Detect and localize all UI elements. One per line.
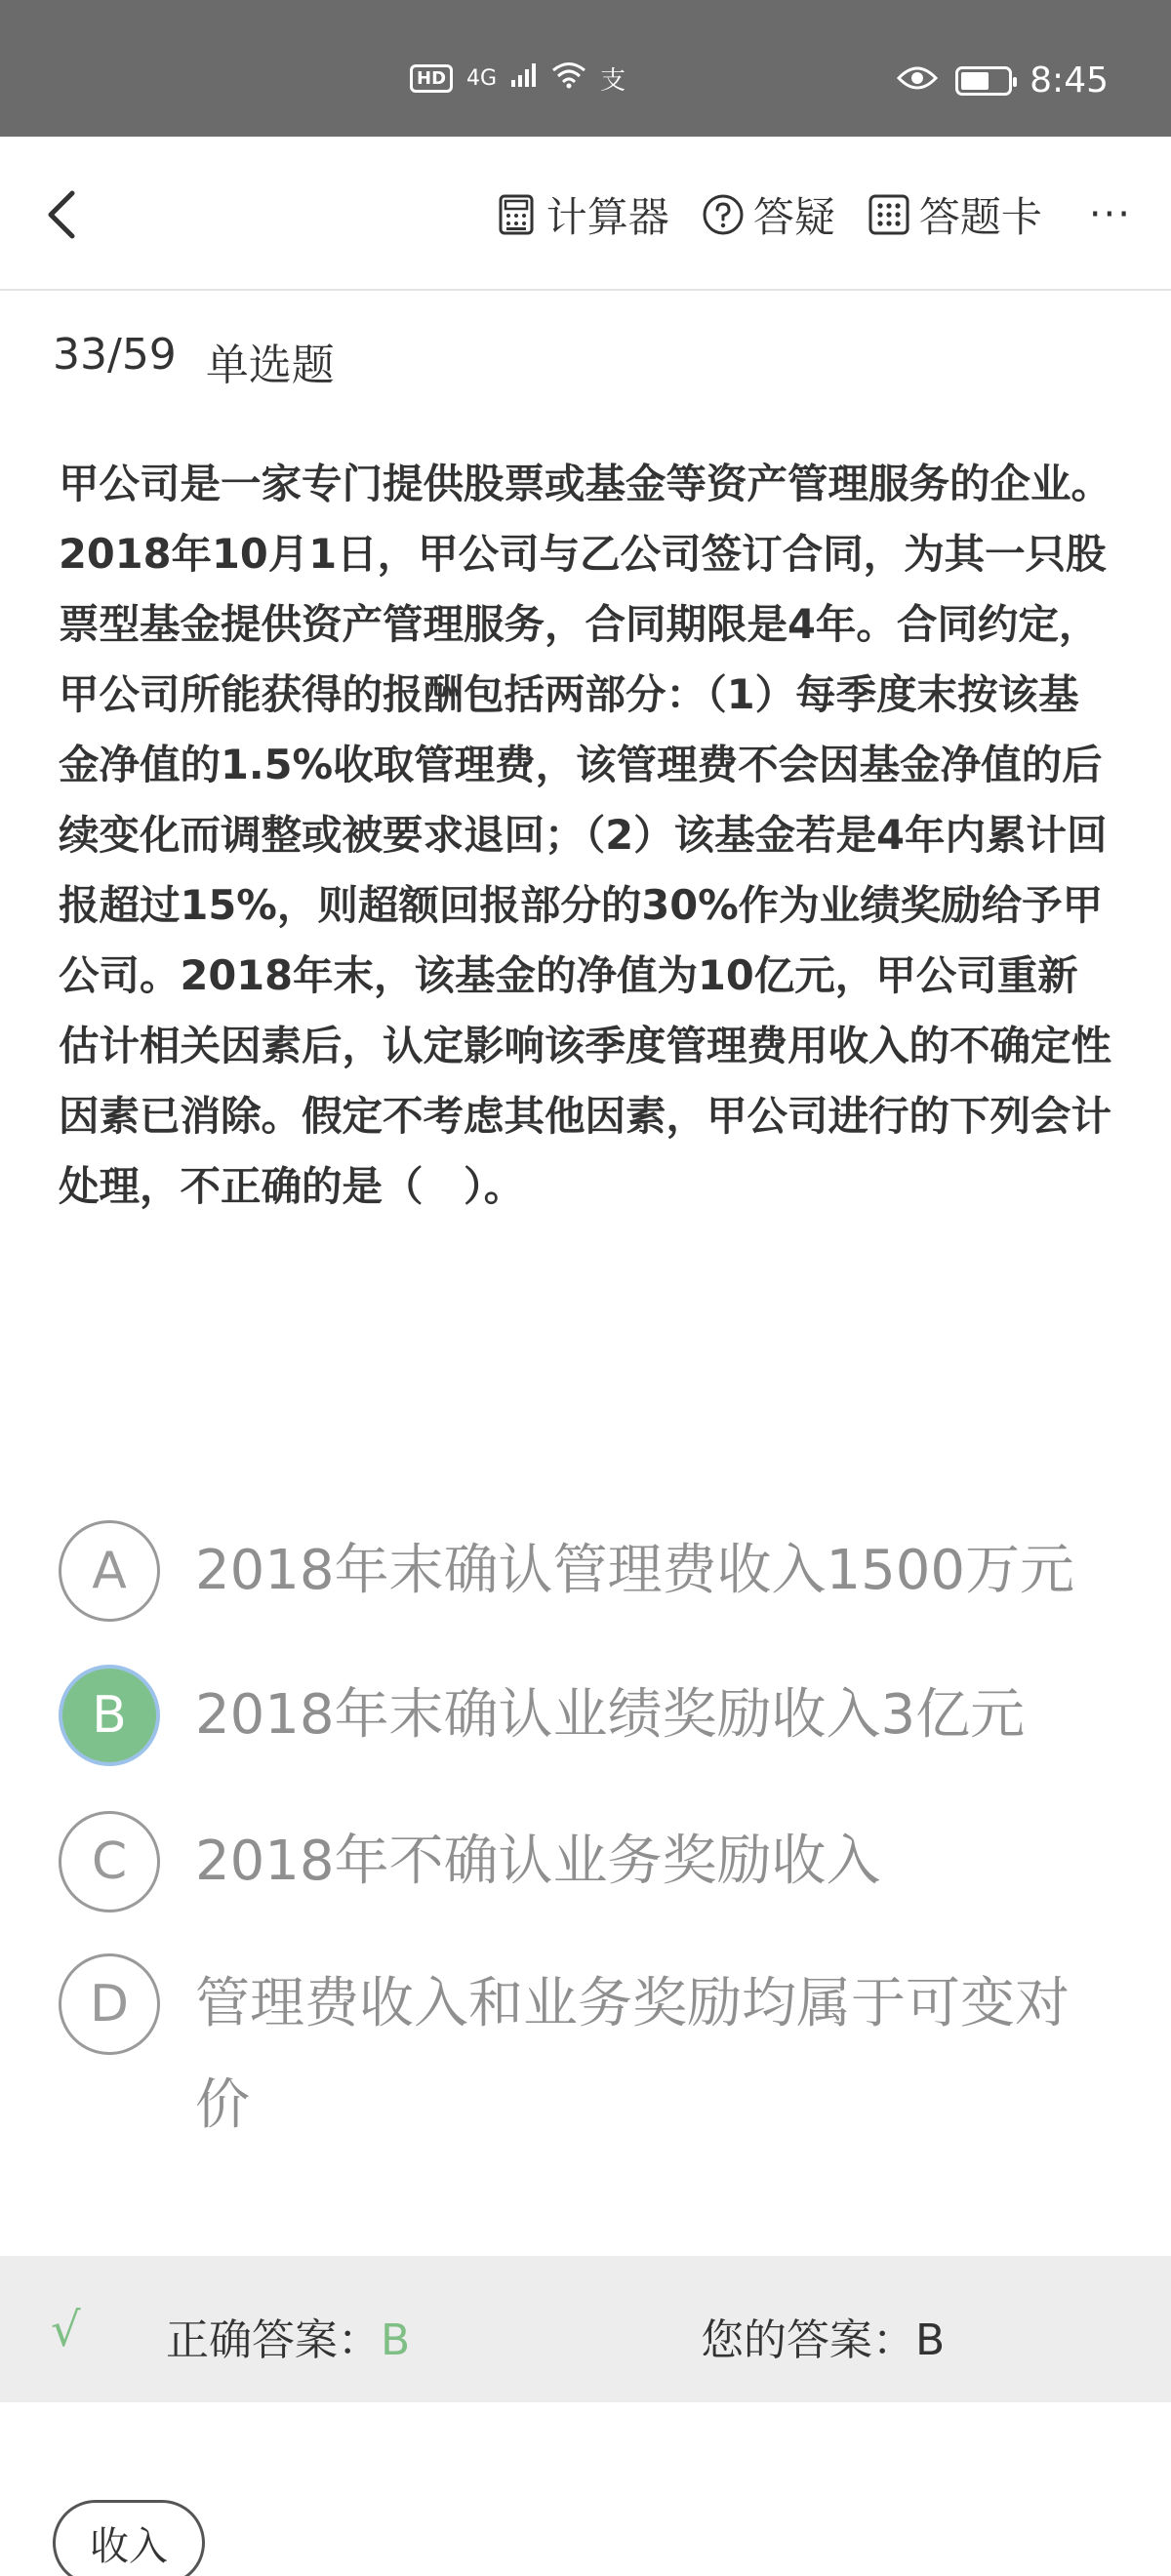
correct-answer-value: B: [381, 2315, 411, 2365]
option-a[interactable]: [59, 1520, 1112, 1622]
option-letter: D: [59, 1953, 160, 2055]
network-icon: 4G: [466, 66, 498, 91]
user-answer-label: 您的答案：: [701, 2315, 915, 2365]
option-letter: A: [59, 1520, 160, 1622]
option-text: 2018年末确认管理费收入1500万元: [195, 1539, 1075, 1602]
user-answer-value: B: [915, 2315, 946, 2365]
chevron-left-icon: [39, 185, 88, 244]
option-text: 2018年不确认业务奖励收入: [195, 1830, 881, 1893]
question-stem: 甲公司是一家专门提供股票或基金等资产管理服务的企业。2018年10月1日，甲公司与乙公司签订合同，为其一只股票型基金提供资产管理服务，合同期限是4年。合同约定，甲公司所能获得的报酬包括两部分：（1）每季度末按该基金净值的1.5%收取管理费，该管理费不会因基金净值的后续变化而调整或被要求退回；（2）该基金若是4年内累计回报超过15%，则超额回报部分的30%作为业绩奖励给予甲公司。2018年末，该基金的净值为10亿元，甲公司重新估计相关因素后，认定影响该季度管理费用收入的不确定性因素已消除。假定不考虑其他因素，甲公司进行的下列会计处理，不正确的是（ ）。: [59, 460, 1112, 1210]
option-d[interactable]: [59, 1953, 1112, 2156]
status-indicators: [410, 60, 626, 97]
back-button[interactable]: [39, 185, 88, 244]
more-button[interactable]: ···: [1088, 192, 1132, 237]
nav-tools: [463, 185, 1132, 244]
answer-card-button[interactable]: [868, 185, 1042, 244]
battery-fill: [961, 72, 989, 90]
check-icon: √: [51, 2303, 81, 2357]
wifi-icon: [551, 61, 586, 96]
question-header: [53, 330, 335, 392]
calculator-label: 计算器: [545, 193, 669, 241]
option-letter: C: [59, 1811, 160, 1912]
calculator-button[interactable]: [496, 185, 669, 244]
status-right: [897, 60, 1109, 101]
user-answer: [701, 2305, 945, 2367]
clock: 8:45: [1030, 60, 1109, 101]
calculator-icon: [496, 194, 537, 235]
alipay-icon: 支: [600, 66, 626, 96]
faq-button[interactable]: [703, 185, 835, 244]
knowledge-tag[interactable]: 收入: [53, 2500, 205, 2576]
question-type: 单选题: [205, 341, 335, 390]
battery-icon: [955, 66, 1012, 96]
answer-bar: [0, 2256, 1171, 2402]
correct-answer-label: 正确答案：: [166, 2315, 381, 2365]
answer-card-label: 答题卡: [918, 193, 1042, 241]
nav-bar: [0, 137, 1171, 291]
grid-icon: [868, 194, 909, 235]
option-c[interactable]: [59, 1811, 1112, 1912]
faq-label: 答疑: [752, 193, 835, 241]
signal-icon: [510, 62, 538, 95]
question-progress: 33/59: [53, 330, 177, 380]
option-text: 管理费收入和业务奖励均属于可变对价: [195, 1972, 1070, 2137]
eye-icon: [897, 60, 938, 101]
option-b[interactable]: [59, 1665, 1112, 1766]
question-circle-icon: [703, 194, 744, 235]
hd-icon: HD: [410, 64, 453, 93]
correct-answer: [166, 2305, 410, 2367]
option-letter-selected: B: [59, 1665, 160, 1766]
option-text: 2018年末确认业绩奖励收入3亿元: [195, 1683, 1026, 1747]
status-bar: [0, 0, 1171, 137]
